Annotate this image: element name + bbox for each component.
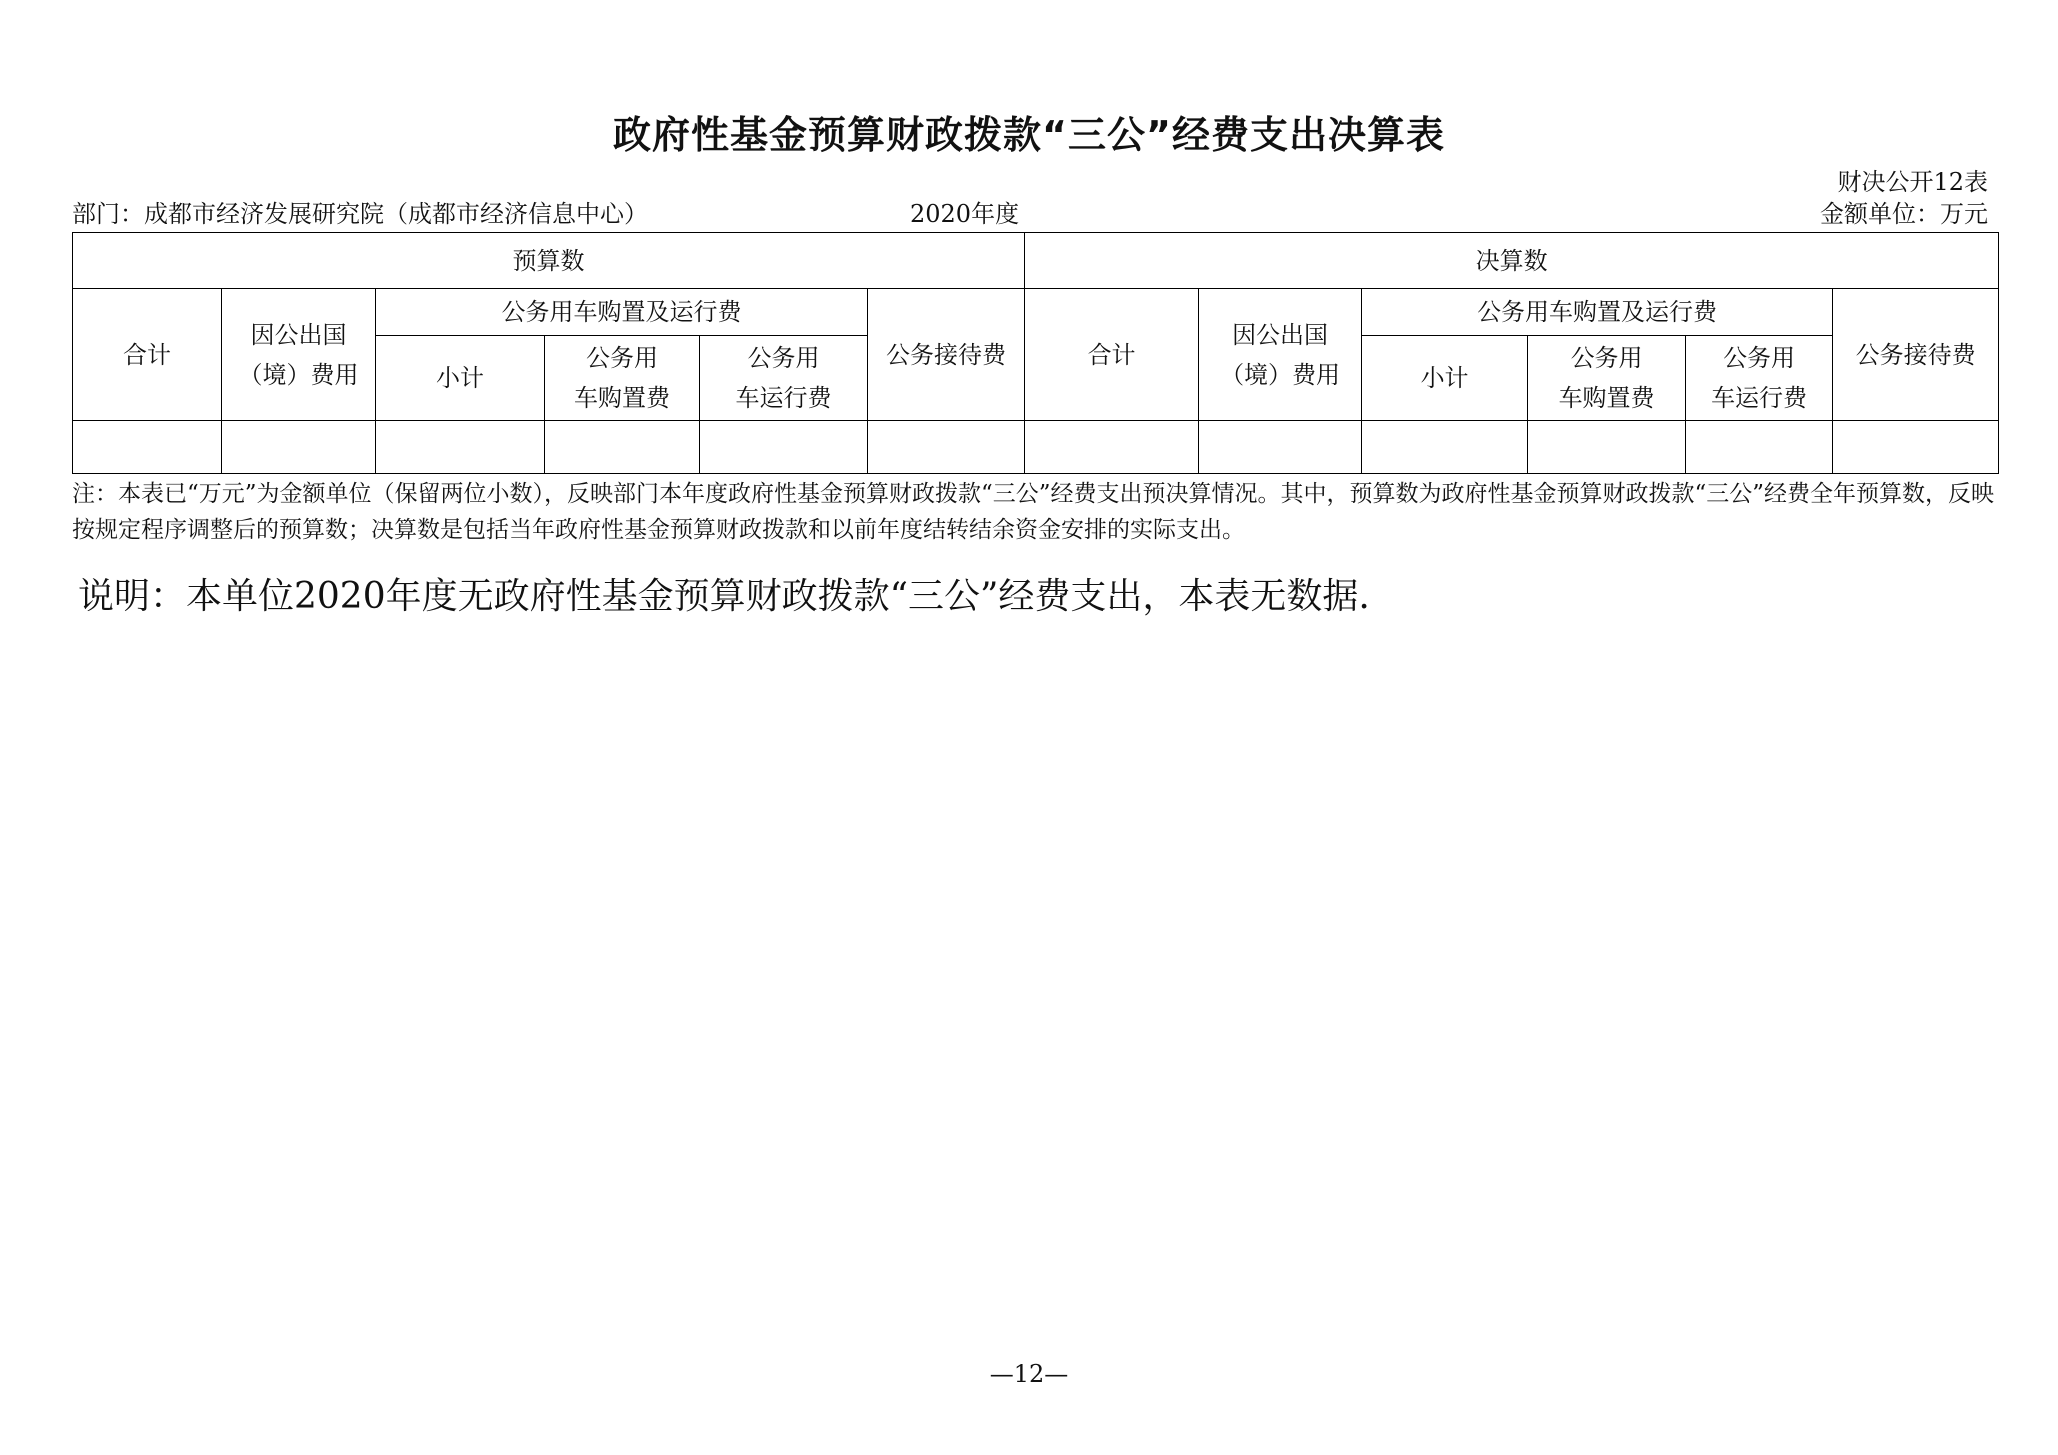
final-purchase-line2: 车购置费 — [1558, 384, 1655, 412]
budget-header: 预算数 — [73, 233, 1025, 289]
final-vehicle-group-header: 公务用车购置及运行费 — [1362, 289, 1833, 336]
department-label: 部门：成都市经济发展研究院（成都市经济信息中心） — [72, 200, 648, 228]
explanation-text: 说明：本单位2020年度无政府性基金预算财政拨款“三公”经费支出，本表无数据. — [78, 576, 1370, 617]
data-cell — [1199, 421, 1362, 474]
page-title: 政府性基金预算财政拨款“三公”经费支出决算表 — [613, 113, 1445, 157]
page-number: —12— — [989, 1360, 1069, 1388]
data-cell — [700, 421, 868, 474]
expenditure-table — [72, 232, 1999, 474]
data-cell — [1528, 421, 1686, 474]
final-abroad-header — [1199, 289, 1362, 421]
table-number: 财决公开12表 — [1837, 168, 1988, 196]
final-abroad-line1: 因公出国 — [1232, 320, 1329, 349]
final-abroad-line2: （境）费用 — [1220, 360, 1341, 389]
final-operation-line1: 公务用 — [1723, 344, 1796, 372]
final-operation-header — [1686, 336, 1833, 421]
budget-operation-line2: 车运行费 — [735, 384, 832, 412]
budget-vehicle-group-header: 公务用车购置及运行费 — [376, 289, 868, 336]
final-purchase-header — [1528, 336, 1686, 421]
final-total-header: 合计 — [1025, 289, 1199, 421]
data-cell — [1025, 421, 1199, 474]
table-row — [73, 421, 1999, 474]
final-reception-header: 公务接待费 — [1833, 289, 1999, 421]
data-cell — [1833, 421, 1999, 474]
budget-subtotal-header: 小计 — [376, 336, 545, 421]
data-cell — [545, 421, 700, 474]
final-header: 决算数 — [1025, 233, 1999, 289]
final-purchase-line1: 公务用 — [1570, 344, 1643, 372]
data-cell — [1686, 421, 1833, 474]
budget-purchase-line2: 车购置费 — [574, 384, 670, 412]
data-cell — [1362, 421, 1528, 474]
budget-total-header: 合计 — [73, 289, 222, 421]
data-cell — [868, 421, 1025, 474]
budget-abroad-line1: 因公出国 — [250, 320, 347, 349]
budget-purchase-line1: 公务用 — [586, 344, 658, 372]
budget-reception-header: 公务接待费 — [868, 289, 1025, 421]
data-cell — [222, 421, 376, 474]
table-note: 注：本表已“万元”为金额单位（保留两位小数），反映部门本年度政府性基金预算财政拨款“三公”经费支出预决算情况。其中，预算数为政府性基金预算财政拨款“三公”经费全年预算数，反映按规定程序调整后的预算数；决算数是包括当年政府性基金预算财政拨款和以前年度结转结余资金安排的实际支出。 — [72, 481, 1995, 543]
final-subtotal-header: 小计 — [1362, 336, 1528, 421]
budget-purchase-header — [545, 336, 700, 421]
data-cell — [73, 421, 222, 474]
amount-unit: 金额单位：万元 — [1820, 200, 1988, 228]
budget-abroad-line2: （境）费用 — [238, 360, 359, 389]
data-cell — [376, 421, 545, 474]
budget-operation-line1: 公务用 — [747, 344, 820, 372]
final-operation-line2: 车运行费 — [1711, 384, 1808, 412]
fiscal-year: 2020年度 — [910, 200, 1020, 228]
budget-operation-header — [700, 336, 868, 421]
budget-abroad-header — [222, 289, 376, 421]
